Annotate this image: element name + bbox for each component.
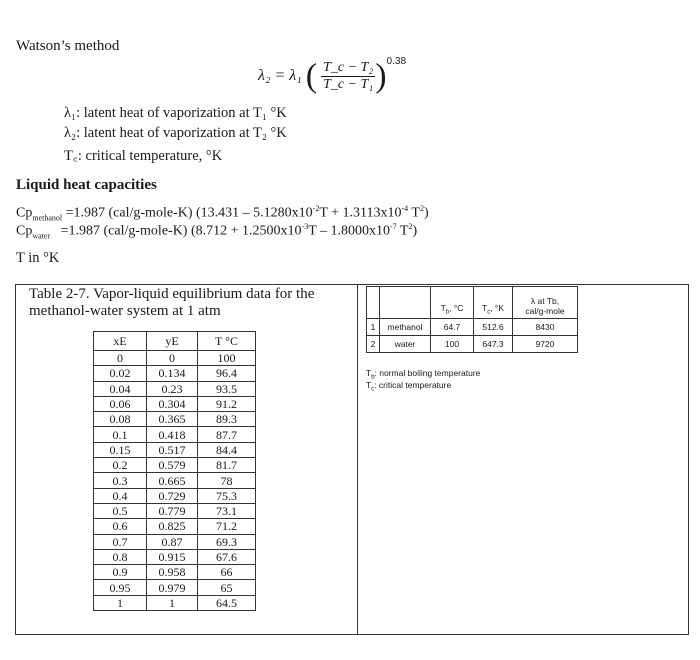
vle-cell-xe: 0.1 — [94, 427, 147, 442]
vle-table-body — [94, 351, 256, 611]
property-cell-lambda: 8430 — [513, 319, 578, 336]
property-cell-index: 2 — [367, 336, 380, 353]
vle-table-row — [94, 534, 256, 549]
vle-table-row — [94, 488, 256, 503]
property-header-lambda — [513, 287, 578, 319]
tb-unit: , °C — [449, 303, 464, 314]
vle-header-xe: xE — [94, 332, 147, 351]
vle-cell-xe: 0.04 — [94, 381, 147, 396]
tc-symbol: T — [482, 303, 488, 314]
property-header-index — [367, 287, 380, 319]
vle-cell-xe: 0.3 — [94, 473, 147, 488]
property-cell-tc: 512.6 — [474, 319, 513, 336]
lambda-header-line2: cal/g-mole — [525, 306, 565, 316]
vle-cell-xe: 0.2 — [94, 458, 147, 473]
vle-cell-ye: 0.418 — [147, 427, 198, 442]
vle-cell-t: 96.4 — [198, 366, 256, 381]
vle-table-row — [94, 458, 256, 473]
vle-cell-xe: 0.08 — [94, 412, 147, 427]
definition-lambda2: λ₂: latent heat of vaporization at T₂ °K — [64, 125, 287, 141]
property-header-tc — [474, 287, 513, 319]
cp-water-part-a: =1.987 (cal/g-mole-K) (8.712 + 1.2500x10 — [50, 223, 302, 239]
vle-cell-xe: 0.06 — [94, 396, 147, 411]
definition-tc: T꜀: critical temperature, °K — [64, 148, 223, 164]
vle-cell-t: 81.7 — [198, 458, 256, 473]
vle-table-row — [94, 565, 256, 580]
legend-tb-text: : normal boiling temperature — [374, 368, 481, 378]
legend-tb-symbol: T — [366, 368, 372, 378]
vle-cell-ye: 0.825 — [147, 519, 198, 534]
definition-lambda1: λ₁: latent heat of vaporization at T₁ °K — [64, 105, 287, 121]
vle-cell-xe: 0.5 — [94, 503, 147, 518]
vle-header-ye: yE — [147, 332, 198, 351]
watson-heading: Watson’s method — [16, 38, 120, 54]
vle-cell-ye: 0.365 — [147, 412, 198, 427]
vle-cell-ye: 0.517 — [147, 442, 198, 457]
cp-methanol-exp3: 2 — [420, 204, 424, 213]
property-header-row — [367, 287, 578, 319]
property-cell-tc: 647.3 — [474, 336, 513, 353]
property-table — [366, 286, 578, 353]
legend-tb — [366, 368, 480, 381]
vle-table-row — [94, 412, 256, 427]
vle-table-row — [94, 442, 256, 457]
cp-water-equation — [16, 222, 417, 240]
vle-table-row — [94, 366, 256, 381]
vle-cell-xe: 0.9 — [94, 565, 147, 580]
vle-header-row — [94, 332, 256, 351]
vle-cell-ye: 0.304 — [147, 396, 198, 411]
property-cell-tb: 64.7 — [431, 319, 474, 336]
vle-cell-t: 67.6 — [198, 549, 256, 564]
cp-methanol-part-d: ) — [424, 205, 429, 221]
vle-cell-ye: 0 — [147, 351, 198, 366]
property-cell-tb: 100 — [431, 336, 474, 353]
cp-water-exp3: 2 — [408, 222, 413, 231]
vle-table-row — [94, 580, 256, 595]
vle-cell-ye: 0.579 — [147, 458, 198, 473]
legend-tb-subscript: b — [371, 374, 375, 381]
vle-cell-t: 66 — [198, 565, 256, 580]
vle-cell-t: 93.5 — [198, 381, 256, 396]
cp-water-subscript: water — [32, 231, 51, 241]
vle-cell-t: 71.2 — [198, 519, 256, 534]
formula-denominator: T_c − T₁ — [323, 77, 374, 92]
vle-cell-ye: 0.665 — [147, 473, 198, 488]
vle-cell-t: 64.5 — [198, 595, 256, 610]
cp-methanol-part-c: T — [408, 205, 420, 221]
vle-cell-ye: 0.134 — [147, 366, 198, 381]
heat-capacity-heading: Liquid heat capacities — [16, 177, 157, 193]
vle-cell-t: 75.3 — [198, 488, 256, 503]
formula-close-paren: ) — [375, 57, 387, 95]
legend-tc — [366, 380, 451, 393]
property-header-name — [380, 287, 431, 319]
property-cell-lambda: 9720 — [513, 336, 578, 353]
cp-methanol-exp1: -2 — [312, 204, 320, 213]
cp-methanol-symbol: Cp — [16, 205, 33, 221]
cp-methanol-equation — [16, 204, 429, 222]
vle-cell-t: 100 — [198, 351, 256, 366]
vle-cell-t: 91.2 — [198, 396, 256, 411]
vle-cell-xe: 0.7 — [94, 534, 147, 549]
vle-cell-xe: 0.8 — [94, 549, 147, 564]
vle-table-row — [94, 473, 256, 488]
property-row-water — [367, 336, 578, 353]
vle-cell-xe: 0.6 — [94, 519, 147, 534]
vle-table-row — [94, 427, 256, 442]
vle-cell-t: 69.3 — [198, 534, 256, 549]
vle-caption-line2: methanol-water system at 1 atm — [29, 303, 221, 319]
vle-table-row — [94, 396, 256, 411]
legend-tc-text: : critical temperature — [374, 380, 452, 390]
vle-cell-ye: 0.23 — [147, 381, 198, 396]
tb-subscript: b — [445, 310, 450, 316]
legend-tc-symbol: T — [366, 380, 372, 390]
vle-cell-ye: 0.958 — [147, 565, 198, 580]
vle-cell-xe: 0.15 — [94, 442, 147, 457]
temperature-unit-note: T in °K — [16, 250, 60, 266]
lambda-header-line1: λ at Tb, — [530, 296, 560, 306]
formula-lhs: λ₂ = λ₁ — [258, 67, 302, 85]
property-cell-name: water — [380, 336, 431, 353]
vle-table-row — [94, 351, 256, 366]
vle-cell-xe: 1 — [94, 595, 147, 610]
formula-open-paren: ( — [305, 57, 318, 95]
vle-cell-ye: 0.87 — [147, 534, 198, 549]
cp-methanol-part-a: =1.987 (cal/g-mole-K) (13.431 – 5.1280x10 — [62, 205, 313, 221]
cp-water-part-c: T — [396, 223, 409, 239]
vle-cell-t: 87.7 — [198, 427, 256, 442]
vle-cell-xe: 0 — [94, 351, 147, 366]
cp-water-part-d: ) — [412, 223, 418, 239]
vle-caption-line1: Table 2-7. Vapor-liquid equilibrium data for the — [29, 286, 315, 302]
vle-cell-t: 84.4 — [198, 442, 256, 457]
data-box-divider — [357, 284, 358, 635]
formula-fraction — [321, 60, 375, 93]
vle-cell-ye: 1 — [147, 595, 198, 610]
vle-cell-ye: 0.979 — [147, 580, 198, 595]
legend-tc-subscript: c — [371, 386, 375, 393]
vle-cell-xe: 0.4 — [94, 488, 147, 503]
vle-cell-xe: 0.95 — [94, 580, 147, 595]
cp-methanol-exp2: -4 — [401, 204, 409, 213]
vle-table-row — [94, 519, 256, 534]
vle-cell-ye: 0.779 — [147, 503, 198, 518]
tb-symbol: T — [440, 303, 446, 314]
vle-cell-ye: 0.915 — [147, 549, 198, 564]
vle-cell-ye: 0.729 — [147, 488, 198, 503]
property-header-tb — [431, 287, 474, 319]
cp-methanol-part-b: T + 1.3113x10 — [319, 205, 402, 221]
formula-exponent: 0.38 — [386, 56, 407, 67]
tc-unit: , °K — [490, 303, 504, 314]
cp-water-exp1: -3 — [301, 222, 309, 231]
vle-cell-t: 89.3 — [198, 412, 256, 427]
watson-formula — [258, 56, 407, 95]
property-cell-index: 1 — [367, 319, 380, 336]
property-row-methanol — [367, 319, 578, 336]
cp-methanol-subscript: methanol — [32, 213, 63, 223]
vle-cell-t: 73.1 — [198, 503, 256, 518]
vle-table-row — [94, 503, 256, 518]
tc-subscript: c — [487, 310, 491, 316]
cp-water-exp2: -7 — [390, 222, 397, 231]
cp-water-symbol: Cp — [16, 223, 33, 239]
formula-numerator: T_c − T₂ — [323, 60, 374, 75]
vle-cell-t: 65 — [198, 580, 256, 595]
vle-header-t: T °C — [198, 332, 256, 351]
vle-cell-t: 78 — [198, 473, 256, 488]
cp-water-part-b: T – 1.8000x10 — [308, 223, 391, 239]
vle-table-row — [94, 595, 256, 610]
vle-table-row — [94, 549, 256, 564]
vle-table-caption — [29, 286, 359, 320]
property-cell-name: methanol — [380, 319, 431, 336]
vle-cell-xe: 0.02 — [94, 366, 147, 381]
vle-table-row — [94, 381, 256, 396]
vle-table — [93, 331, 256, 611]
